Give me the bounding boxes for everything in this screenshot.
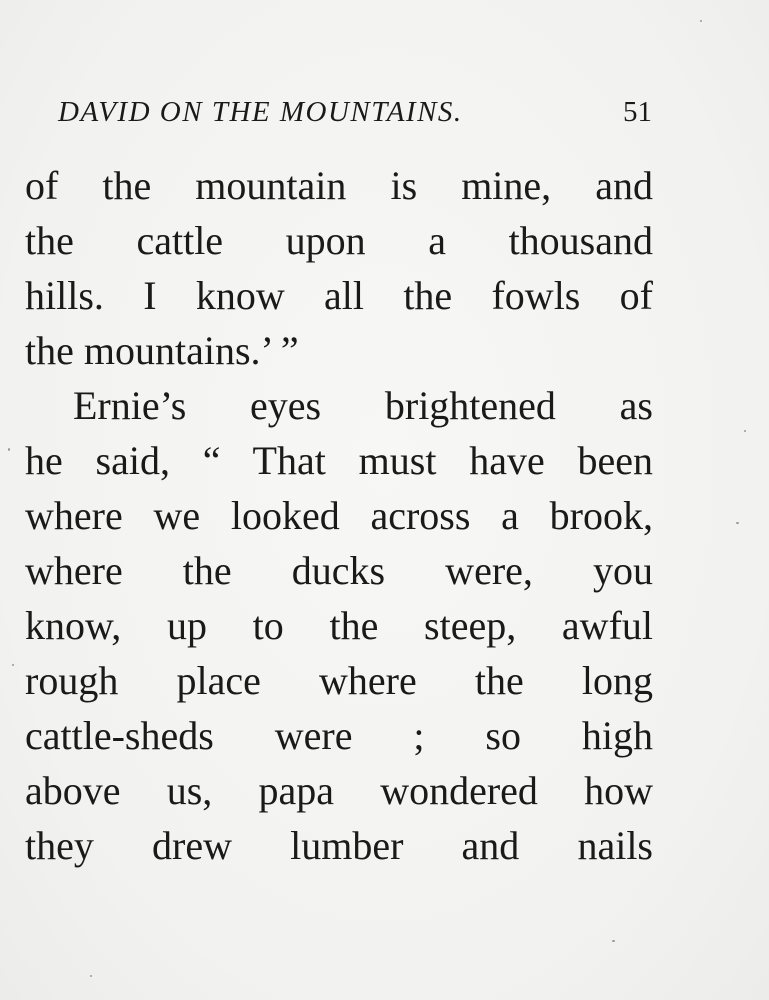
paper-speck	[736, 522, 739, 524]
text-line: rough place where the long	[25, 658, 653, 703]
text-line: know, up to the steep, awful	[25, 603, 653, 648]
text-line: the mountains.’ ”	[25, 328, 299, 373]
text-line: hills. I know all the fowls of	[25, 273, 653, 318]
text-line: where we looked across a brook,	[25, 493, 653, 538]
body-text	[25, 158, 653, 873]
text-line: cattle-sheds were ; so high	[25, 713, 653, 758]
paper-speck	[612, 940, 615, 942]
paper-speck	[744, 430, 746, 432]
paper-speck	[700, 20, 702, 22]
text-line: where the ducks were, you	[25, 548, 653, 593]
text-line: the cattle upon a thousand	[25, 218, 653, 263]
paper-speck	[12, 664, 14, 666]
text-line: Ernie’s eyes brightened as	[73, 383, 653, 428]
text-line: he said, “ That must have been	[25, 438, 653, 483]
running-head	[58, 92, 658, 132]
paper-speck	[90, 975, 92, 977]
text-line: above us, papa wondered how	[25, 768, 653, 813]
running-title: DAVID ON THE MOUNTAINS.	[58, 96, 463, 128]
paper-speck	[8, 448, 10, 451]
page-number: 51	[623, 96, 652, 128]
text-line: they drew lumber and nails	[25, 823, 653, 868]
text-line: of the mountain is mine, and	[25, 163, 653, 208]
